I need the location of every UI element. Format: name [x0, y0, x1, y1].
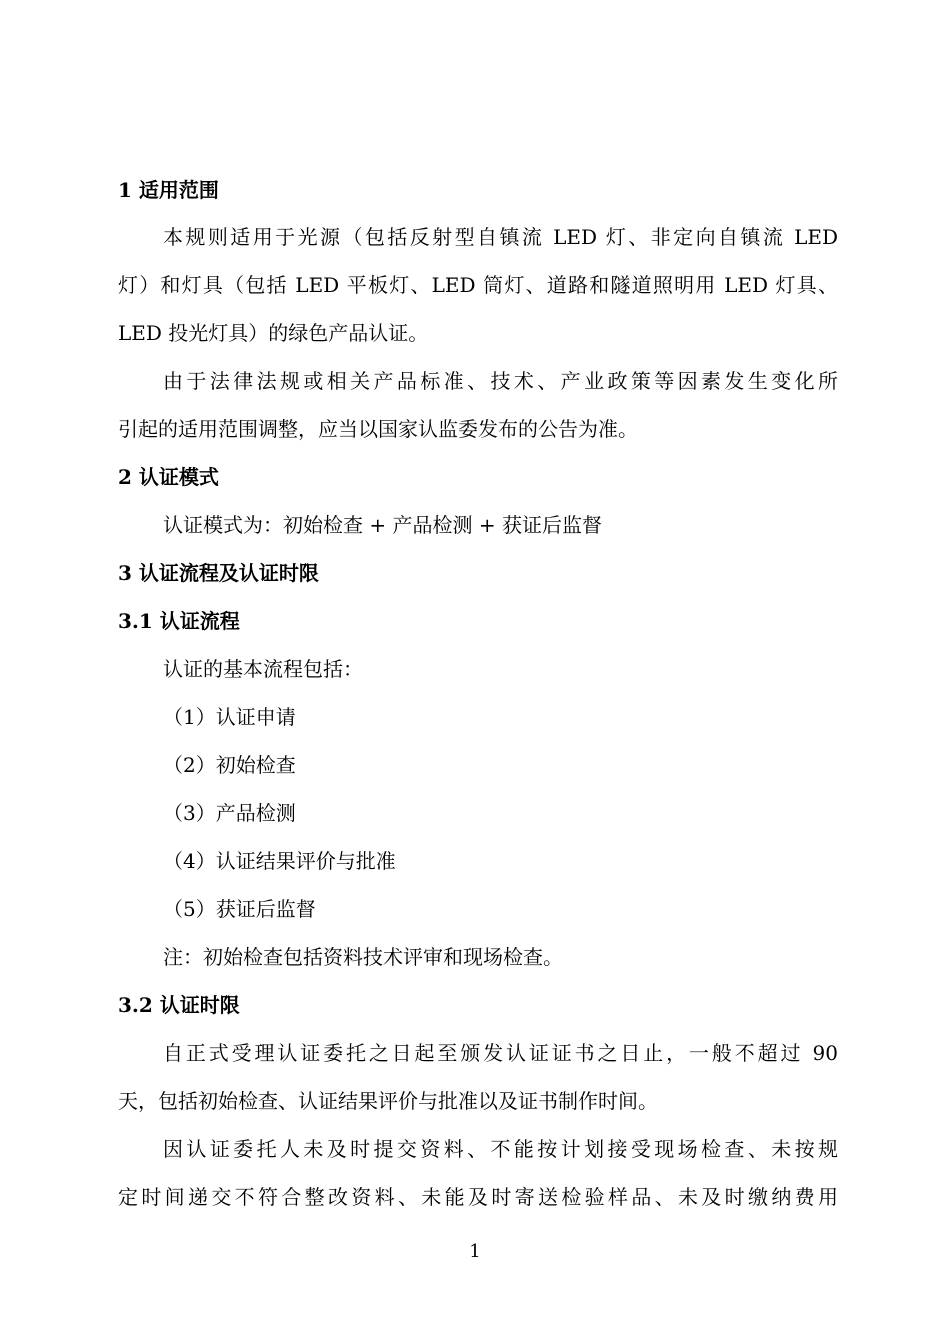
section-3-1-heading: 3.1 认证流程 — [118, 609, 240, 633]
section-3-heading: 3 认证流程及认证时限 — [118, 561, 319, 585]
section-1-heading: 1 适用范围 — [118, 178, 219, 202]
list-item: （4）认证结果评价与批准 — [163, 849, 396, 873]
section-3-2-heading: 3.2 认证时限 — [118, 993, 240, 1017]
section-1-paragraph-2-line-2: 引起的适用范围调整，应当以国家认监委发布的公告为准。 — [118, 417, 638, 441]
section-1-paragraph-1-line-1: 本规则适用于光源（包括反射型自镇流 LED 灯、非定向自镇流 LED — [163, 225, 838, 249]
section-3-2-paragraph-2-line-2: 定时间递交不符合整改资料、未能及时寄送检验样品、未及时缴纳费用 — [118, 1185, 838, 1209]
section-1-paragraph-1-line-2: 灯）和灯具（包括 LED 平板灯、LED 筒灯、道路和隧道照明用 LED 灯具、 — [118, 273, 838, 297]
section-3-1-note: 注：初始检查包括资料技术评审和现场检查。 — [163, 945, 563, 969]
list-item: （3）产品检测 — [163, 801, 296, 825]
section-3-2-paragraph-2-line-1: 因认证委托人未及时提交资料、不能按计划接受现场检查、未按规 — [163, 1137, 838, 1161]
section-2-paragraph: 认证模式为：初始检查 + 产品检测 + 获证后监督 — [163, 513, 602, 537]
list-item: （1）认证申请 — [163, 705, 296, 729]
section-3-2-paragraph-1-line-1: 自正式受理认证委托之日起至颁发认证证书之日止，一般不超过 90 — [163, 1041, 838, 1065]
section-2-heading: 2 认证模式 — [118, 465, 219, 489]
section-1-paragraph-1-line-3: LED 投光灯具）的绿色产品认证。 — [118, 321, 429, 345]
list-item: （5）获证后监督 — [163, 897, 316, 921]
section-3-2-paragraph-1-line-2: 天，包括初始检查、认证结果评价与批准以及证书制作时间。 — [118, 1089, 658, 1113]
section-3-1-intro: 认证的基本流程包括： — [163, 657, 363, 681]
list-item: （2）初始检查 — [163, 753, 296, 777]
page-number: 1 — [469, 1241, 481, 1262]
section-1-paragraph-2-line-1: 由于法律法规或相关产品标准、技术、产业政策等因素发生变化所 — [163, 369, 838, 393]
